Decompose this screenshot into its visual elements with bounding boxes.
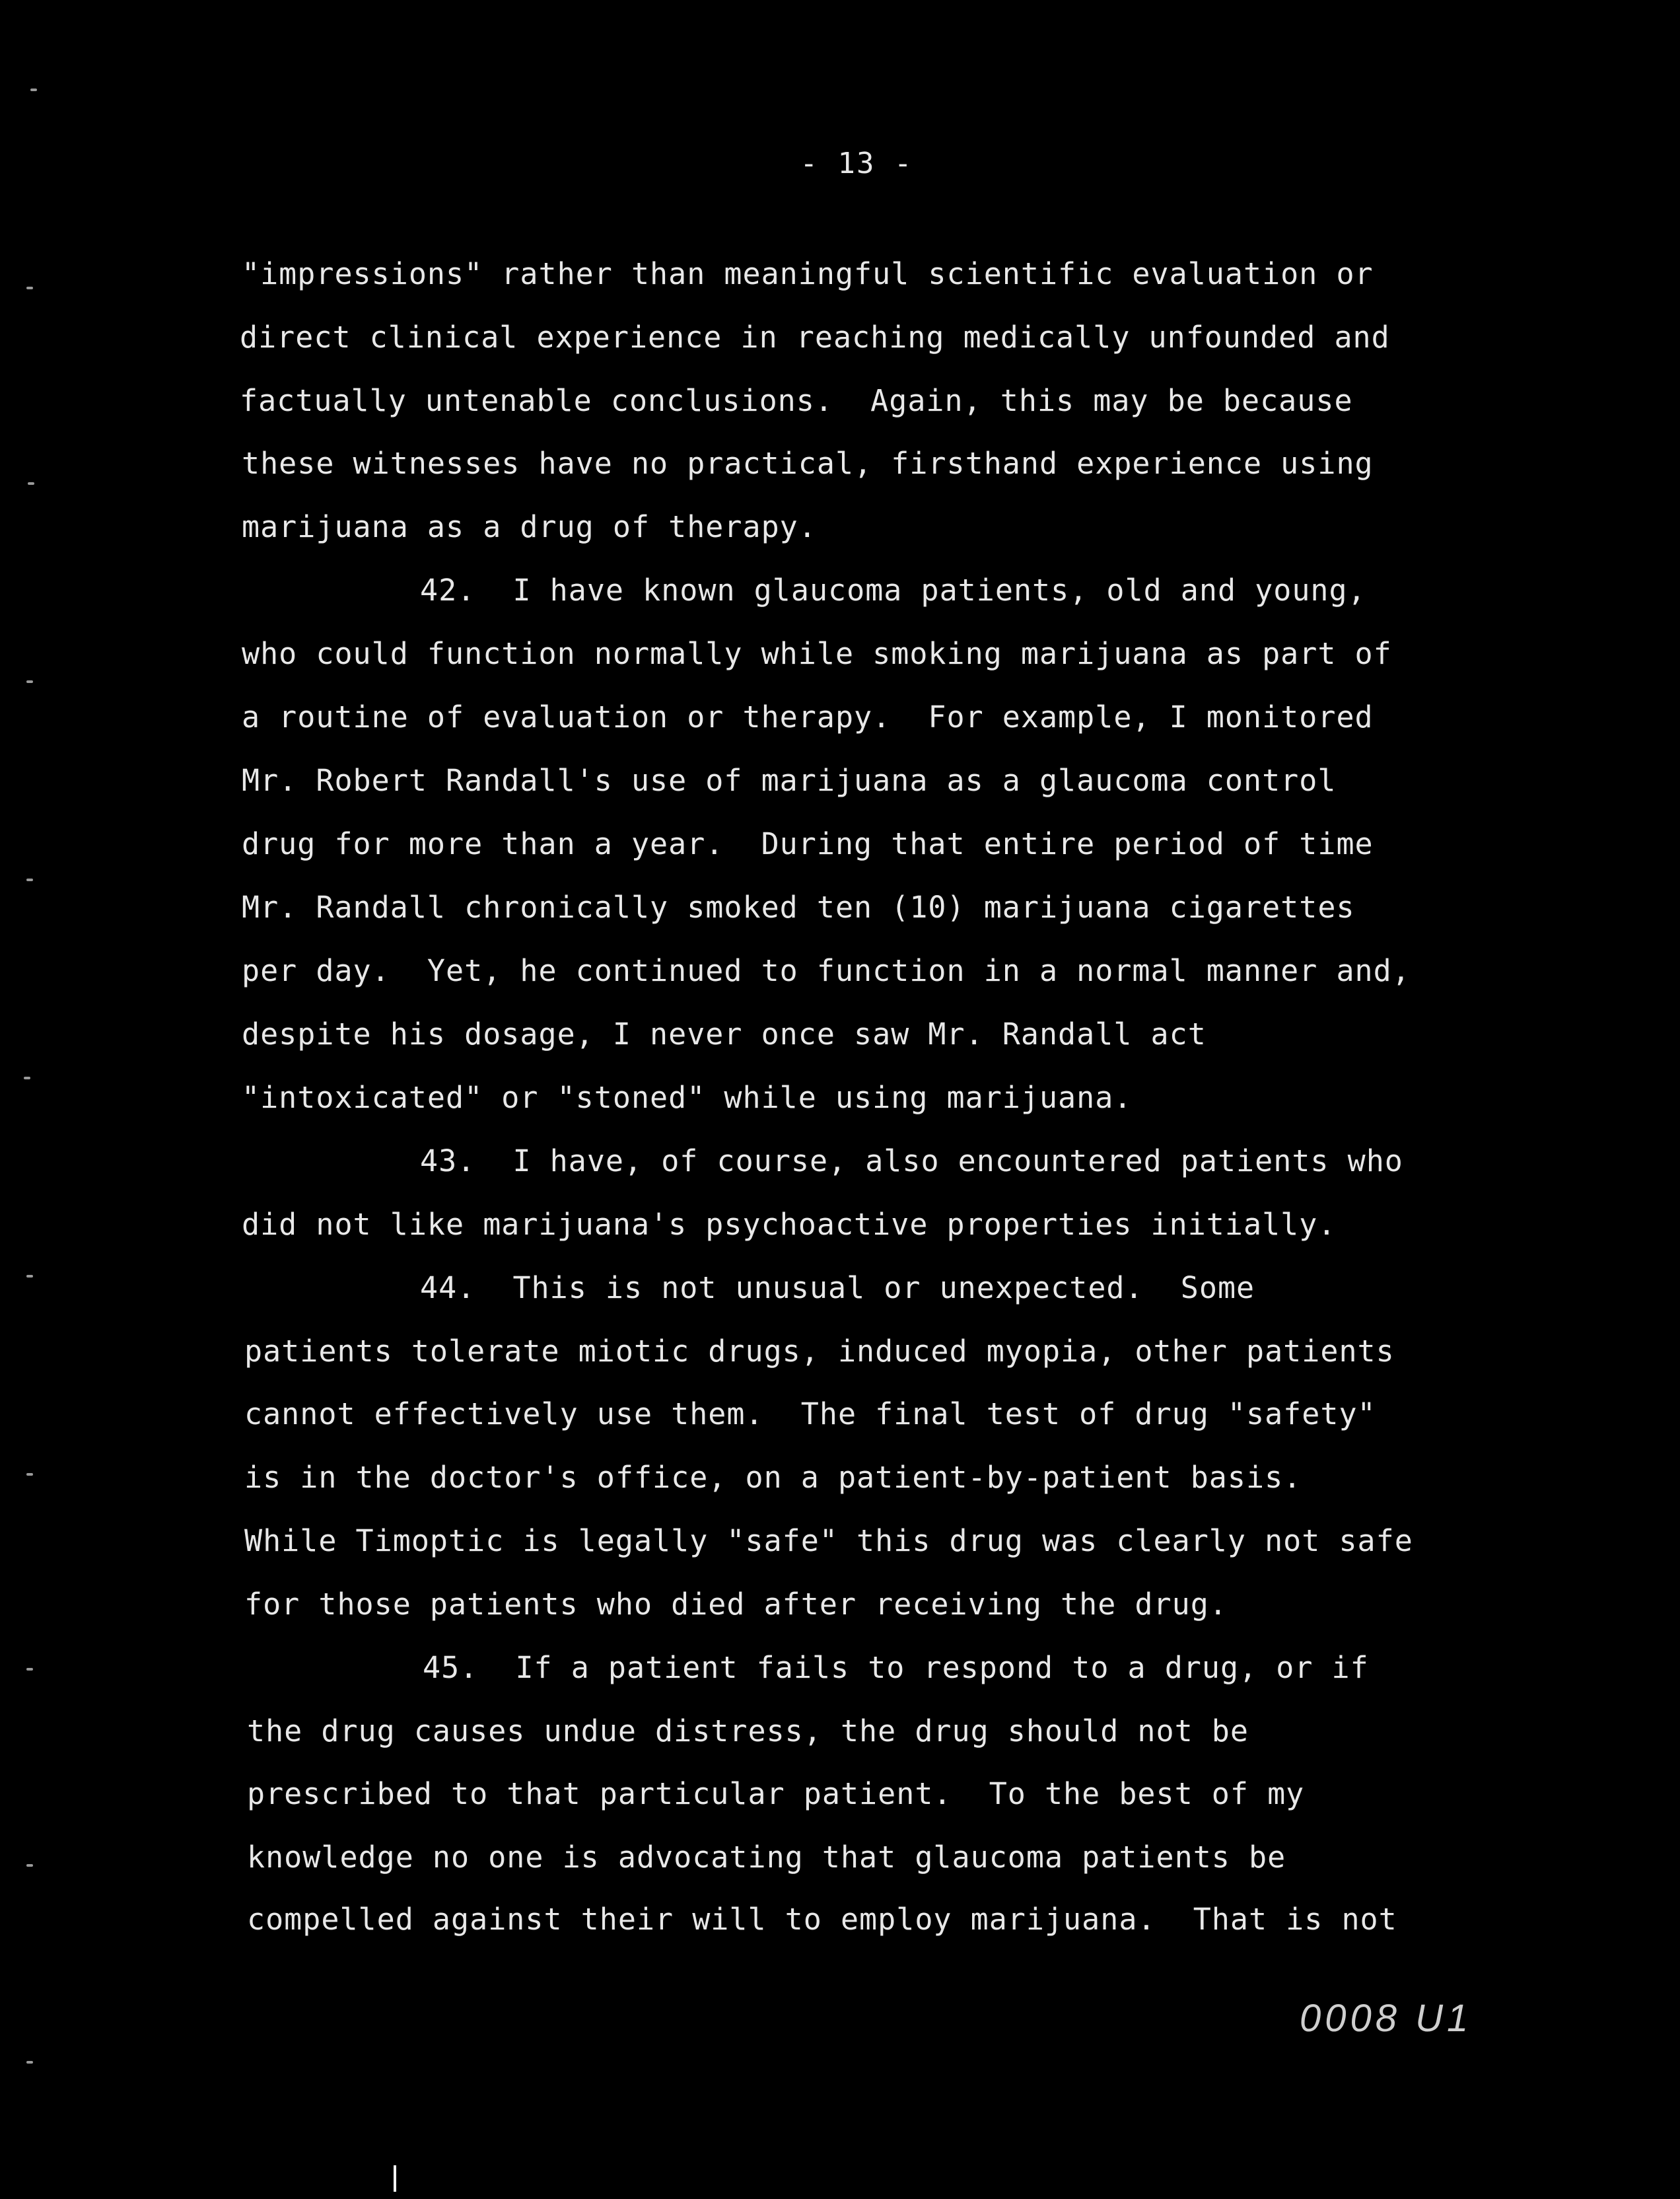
- text-line: knowledge no one is advocating that glaucoma patients be: [247, 1840, 1286, 1875]
- document-stamp: 0008 U1: [1300, 1997, 1473, 2040]
- scan-speck: [30, 89, 37, 91]
- text-line: per day. Yet, he continued to function in a normal manner and,: [242, 953, 1411, 988]
- text-line: drug for more than a year. During that entire period of time: [242, 826, 1374, 861]
- text-line: despite his dosage, I never once saw Mr. Randall act: [242, 1017, 1207, 1052]
- text-line: factually untenable conclusions. Again, this may be because: [240, 383, 1353, 418]
- text-line: these witnesses have no practical, firsthand experience using: [242, 446, 1374, 481]
- scan-speck: [26, 1864, 33, 1867]
- scan-speck: [26, 1473, 33, 1476]
- text-line: did not like marijuana's psychoactive properties initially.: [242, 1207, 1337, 1242]
- text-line: While Timoptic is legally "safe" this drug was clearly not safe: [244, 1523, 1413, 1558]
- text-line: cannot effectively use them. The final test of drug "safety": [244, 1396, 1376, 1431]
- text-line: prescribed to that particular patient. To the best of my: [247, 1776, 1305, 1811]
- paragraph-43-start: 43. I have, of course, also encountered patients who: [420, 1143, 1403, 1178]
- scan-speck: [26, 287, 33, 289]
- text-line: for those patients who died after receiving the drug.: [244, 1587, 1228, 1622]
- scan-speck: [28, 482, 34, 485]
- text-line: patients tolerate miotic drugs, induced myopia, other patients: [244, 1334, 1395, 1369]
- paragraph-45-start: 45. If a patient fails to respond to a drug, or if: [423, 1650, 1369, 1685]
- paragraph-44-start: 44. This is not unusual or unexpected. Some: [420, 1270, 1255, 1305]
- paragraph-42-start: 42. I have known glaucoma patients, old and young,: [420, 573, 1366, 608]
- text-line: Mr. Randall chronically smoked ten (10) marijuana cigarettes: [242, 890, 1355, 925]
- scan-mark: [394, 2165, 396, 2192]
- text-line: marijuana as a drug of therapy.: [242, 509, 817, 544]
- text-line: "intoxicated" or "stoned" while using marijuana.: [242, 1080, 1133, 1115]
- scan-speck: [24, 1077, 30, 1079]
- text-line: the drug causes undue distress, the drug should not be: [247, 1713, 1249, 1748]
- text-line: Mr. Robert Randall's use of marijuana as a glaucoma control: [242, 763, 1337, 798]
- text-line: compelled against their will to employ marijuana. That is not: [247, 1902, 1397, 1937]
- scan-speck: [26, 1668, 33, 1671]
- text-line: "impressions" rather than meaningful scientific evaluation or: [242, 256, 1374, 291]
- scan-speck: [26, 879, 33, 881]
- text-line: who could function normally while smoking marijuana as part of: [242, 636, 1392, 671]
- page-number: - 13 -: [800, 147, 913, 180]
- text-line: a routine of evaluation or therapy. For example, I monitored: [242, 700, 1374, 735]
- text-line: direct clinical experience in reaching medically unfounded and: [240, 320, 1390, 355]
- scan-speck: [26, 680, 33, 683]
- scan-speck: [26, 1275, 33, 1278]
- text-line: is in the doctor's office, on a patient-by-patient basis.: [244, 1460, 1302, 1495]
- scan-speck: [26, 2061, 33, 2064]
